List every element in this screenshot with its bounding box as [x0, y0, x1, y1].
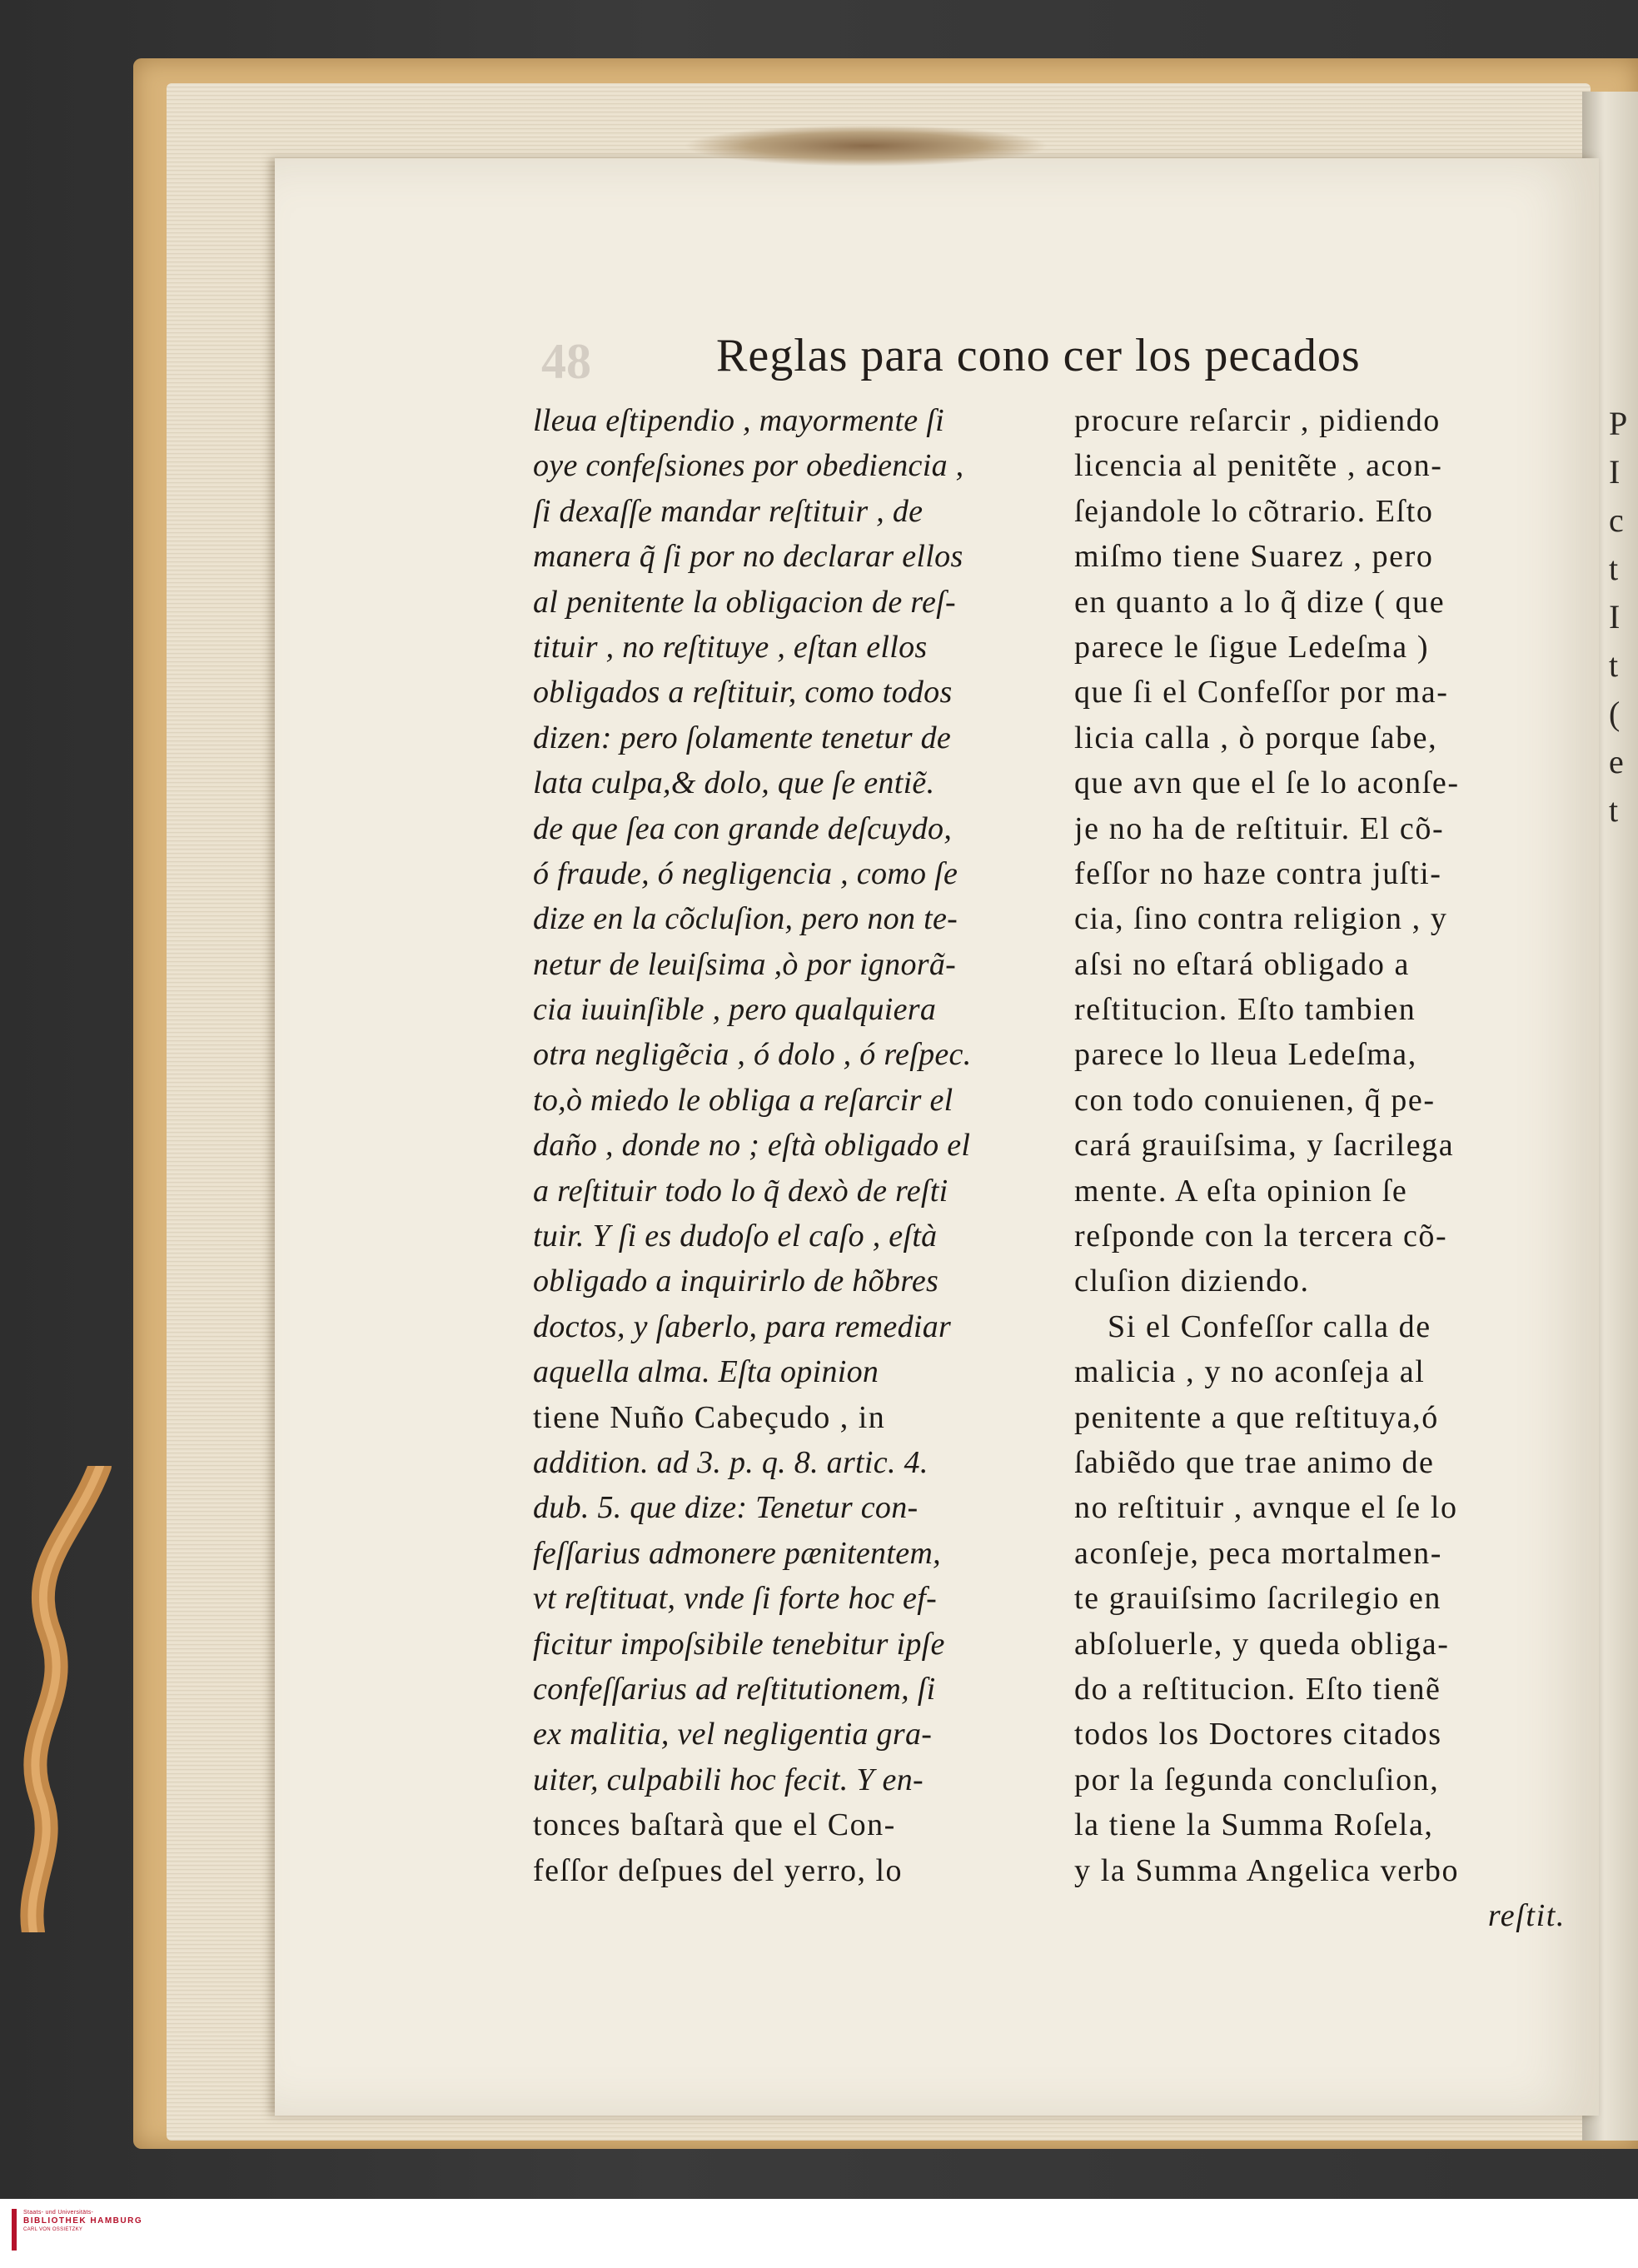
text-line: obligados a reſtituir, como todos: [533, 675, 953, 710]
right-text-column: [1074, 398, 1566, 1938]
library-logo-line3: CARL VON OSSIETZKY: [23, 2227, 83, 2232]
gutter-letter: c: [1609, 501, 1624, 539]
page-number: 48: [541, 334, 591, 389]
gutter-letter: [1609, 979, 1634, 1028]
text-line: feſſor deſpues del yerro, lo: [533, 1852, 904, 1888]
text-line: lata culpa,& dolo, que ſe entiẽ.: [533, 765, 935, 801]
library-logo-line2: BIBLIOTHEK HAMBURG: [23, 2216, 143, 2226]
gutter-letter: t: [1609, 791, 1619, 829]
text-line: te grauiſsimo ſacrilegio en: [1074, 1581, 1442, 1617]
text-line: la tiene la Summa Roſela,: [1074, 1807, 1434, 1843]
text-line: reſtit.: [1487, 1897, 1566, 1933]
text-line: ſabiẽdo que trae animo de: [1074, 1444, 1435, 1480]
gutter-letter: [1609, 835, 1634, 883]
gutter-letter: (: [1609, 695, 1621, 732]
text-line: obligado a inquirirlo de hõbres: [533, 1264, 939, 1299]
text-line: daño , donde no ; eſtà obligado el: [533, 1128, 971, 1164]
text-line: do a reſtitucion. Eſto tienẽ: [1074, 1671, 1441, 1707]
text-line: en quanto a lo q̃ dize ( que: [1074, 584, 1446, 620]
text-line: oye confeſsiones por obediencia ,: [533, 448, 964, 484]
text-line: feſſarius admonere pænitentem,: [533, 1535, 941, 1571]
text-line: tiene Nuño Cabeçudo , in: [533, 1399, 886, 1435]
text-line: malicia , y no aconſeja al: [1074, 1354, 1426, 1390]
text-line: ficitur impoſsibile tenebitur ipſe: [533, 1626, 945, 1662]
gutter-letter: [1609, 1124, 1634, 1173]
text-line: ſi dexaſſe mandar reſtituir , de: [533, 493, 924, 529]
text-line: reſponde con la tercera cõ-: [1074, 1219, 1448, 1254]
text-line: dizen: pero ſolamente tenetur de: [533, 720, 952, 755]
bookmark-ribbon: [0, 1466, 117, 1932]
gutter-letter: I: [1609, 598, 1621, 636]
library-logo: [23, 2209, 173, 2233]
library-logo-mark: [12, 2209, 17, 2251]
text-line: abſoluerle, y queda obliga-: [1074, 1626, 1450, 1662]
text-line: aquella alma. Eſta opinion: [533, 1354, 879, 1390]
text-line: netur de leuiſsima ,ò por ignorã-: [533, 946, 957, 982]
text-line: to,ò miedo le obliga a reſarcir el: [533, 1082, 953, 1118]
text-line: je no ha de reſtituir. El cõ-: [1074, 810, 1445, 846]
gutter-letter: [1609, 1076, 1634, 1124]
text-line: licencia al penitẽte , acon-: [1074, 448, 1443, 484]
text-line: Si el Confeſſor calla de: [1108, 1308, 1431, 1344]
text-line: y la Summa Angelica verbo: [1074, 1852, 1460, 1888]
text-line: parece lo lleua Ledeſma,: [1074, 1037, 1417, 1073]
text-line: vt reſtituat, vnde ſi forte hoc ef-: [533, 1581, 938, 1617]
text-line: tuir. Y ſi es dudoſo el caſo , eſtà: [533, 1219, 938, 1254]
running-title: Reglas para cono cer los pecados: [716, 330, 1361, 381]
facing-page-letters: [1609, 400, 1634, 1173]
text-line: uiter, culpabili hoc fecit. Y en-: [533, 1762, 924, 1797]
text-line: ex malitia, vel negligentia gra-: [533, 1717, 933, 1752]
text-line: cia iuuinſible , pero qualquiera: [533, 992, 937, 1028]
gutter-letter: t: [1609, 550, 1619, 587]
text-line: miſmo tiene Suarez , pero: [1074, 539, 1434, 575]
text-line: a reſtituir todo lo q̃ dexò de reſti: [533, 1173, 948, 1209]
text-line: lleua eſtipendio , mayormente ſi: [533, 403, 944, 438]
text-line: mente. A eſta opinion ſe: [1074, 1173, 1408, 1209]
text-line: dize en la cõcluſion, pero non te-: [533, 901, 958, 937]
page-damage: [683, 125, 1049, 167]
text-line: con todo conuienen, q̃ pe-: [1074, 1082, 1436, 1118]
text-line: cluſion diziendo.: [1074, 1264, 1310, 1299]
text-line: tonces baſtarà que el Con-: [533, 1807, 896, 1843]
gutter-letter: e: [1609, 743, 1624, 780]
gutter-letter: t: [1609, 646, 1619, 684]
text-line: dub. 5. que dize: Tenetur con-: [533, 1490, 919, 1526]
text-line: cará grauiſsima, y ſacrilega: [1074, 1128, 1455, 1164]
text-line: parece le ſigue Ledeſma ): [1074, 629, 1430, 665]
text-line: aconſeje, peca mortalmen-: [1074, 1535, 1442, 1571]
text-line: aſsi no eſtará obligado a: [1074, 946, 1410, 982]
text-line: otra negligẽcia , ó dolo , ó reſpec.: [533, 1037, 972, 1073]
gutter-letter: [1609, 883, 1634, 931]
gutter-letter: [1609, 1028, 1634, 1076]
gutter-letter: [1609, 931, 1634, 979]
text-line: ó fraude, ó negligencia , como ſe: [533, 855, 958, 891]
text-line: doctos, y ſaberlo, para remediar: [533, 1308, 952, 1344]
text-line: que avn que el ſe lo aconſe-: [1074, 765, 1460, 801]
text-line: manera q̃ ſi por no declarar ellos: [533, 539, 963, 575]
text-line: feſſor no haze contra juſti-: [1074, 855, 1442, 891]
text-line: penitente a que reſtituya,ó: [1074, 1399, 1439, 1435]
text-line: todos los Doctores citados: [1074, 1717, 1442, 1752]
text-line: que ſi el Confeſſor por ma-: [1074, 675, 1449, 710]
gutter-letter: P: [1609, 405, 1628, 442]
text-line: no reſtituir , avnque el ſe lo: [1074, 1490, 1458, 1526]
text-line: de que ſea con grande deſcuydo,: [533, 810, 953, 846]
text-line: reſtitucion. Eſto tambien: [1074, 992, 1416, 1028]
library-logo-line1: Staats- und Universitäts-: [23, 2210, 94, 2216]
text-line: procure reſarcir , pidiendo: [1074, 403, 1441, 438]
footer-bar: [0, 2199, 1638, 2268]
text-line: por la ſegunda concluſion,: [1074, 1762, 1440, 1797]
text-line: licia calla , ò porque ſabe,: [1074, 720, 1438, 755]
text-line: addition. ad 3. p. q. 8. artic. 4.: [533, 1444, 929, 1480]
text-line: ſejandole lo cõtrario. Eſto: [1074, 493, 1434, 529]
text-line: al penitente la obligacion de reſ-: [533, 584, 956, 620]
left-text-column: [533, 398, 1033, 1893]
text-line: confeſſarius ad reſtitutionem, ſi: [533, 1671, 936, 1707]
text-line: tituir , no reſtituye , eſtan ellos: [533, 629, 928, 665]
text-line: cia, ſino contra religion , y: [1074, 901, 1448, 937]
gutter-letter: I: [1609, 453, 1621, 491]
